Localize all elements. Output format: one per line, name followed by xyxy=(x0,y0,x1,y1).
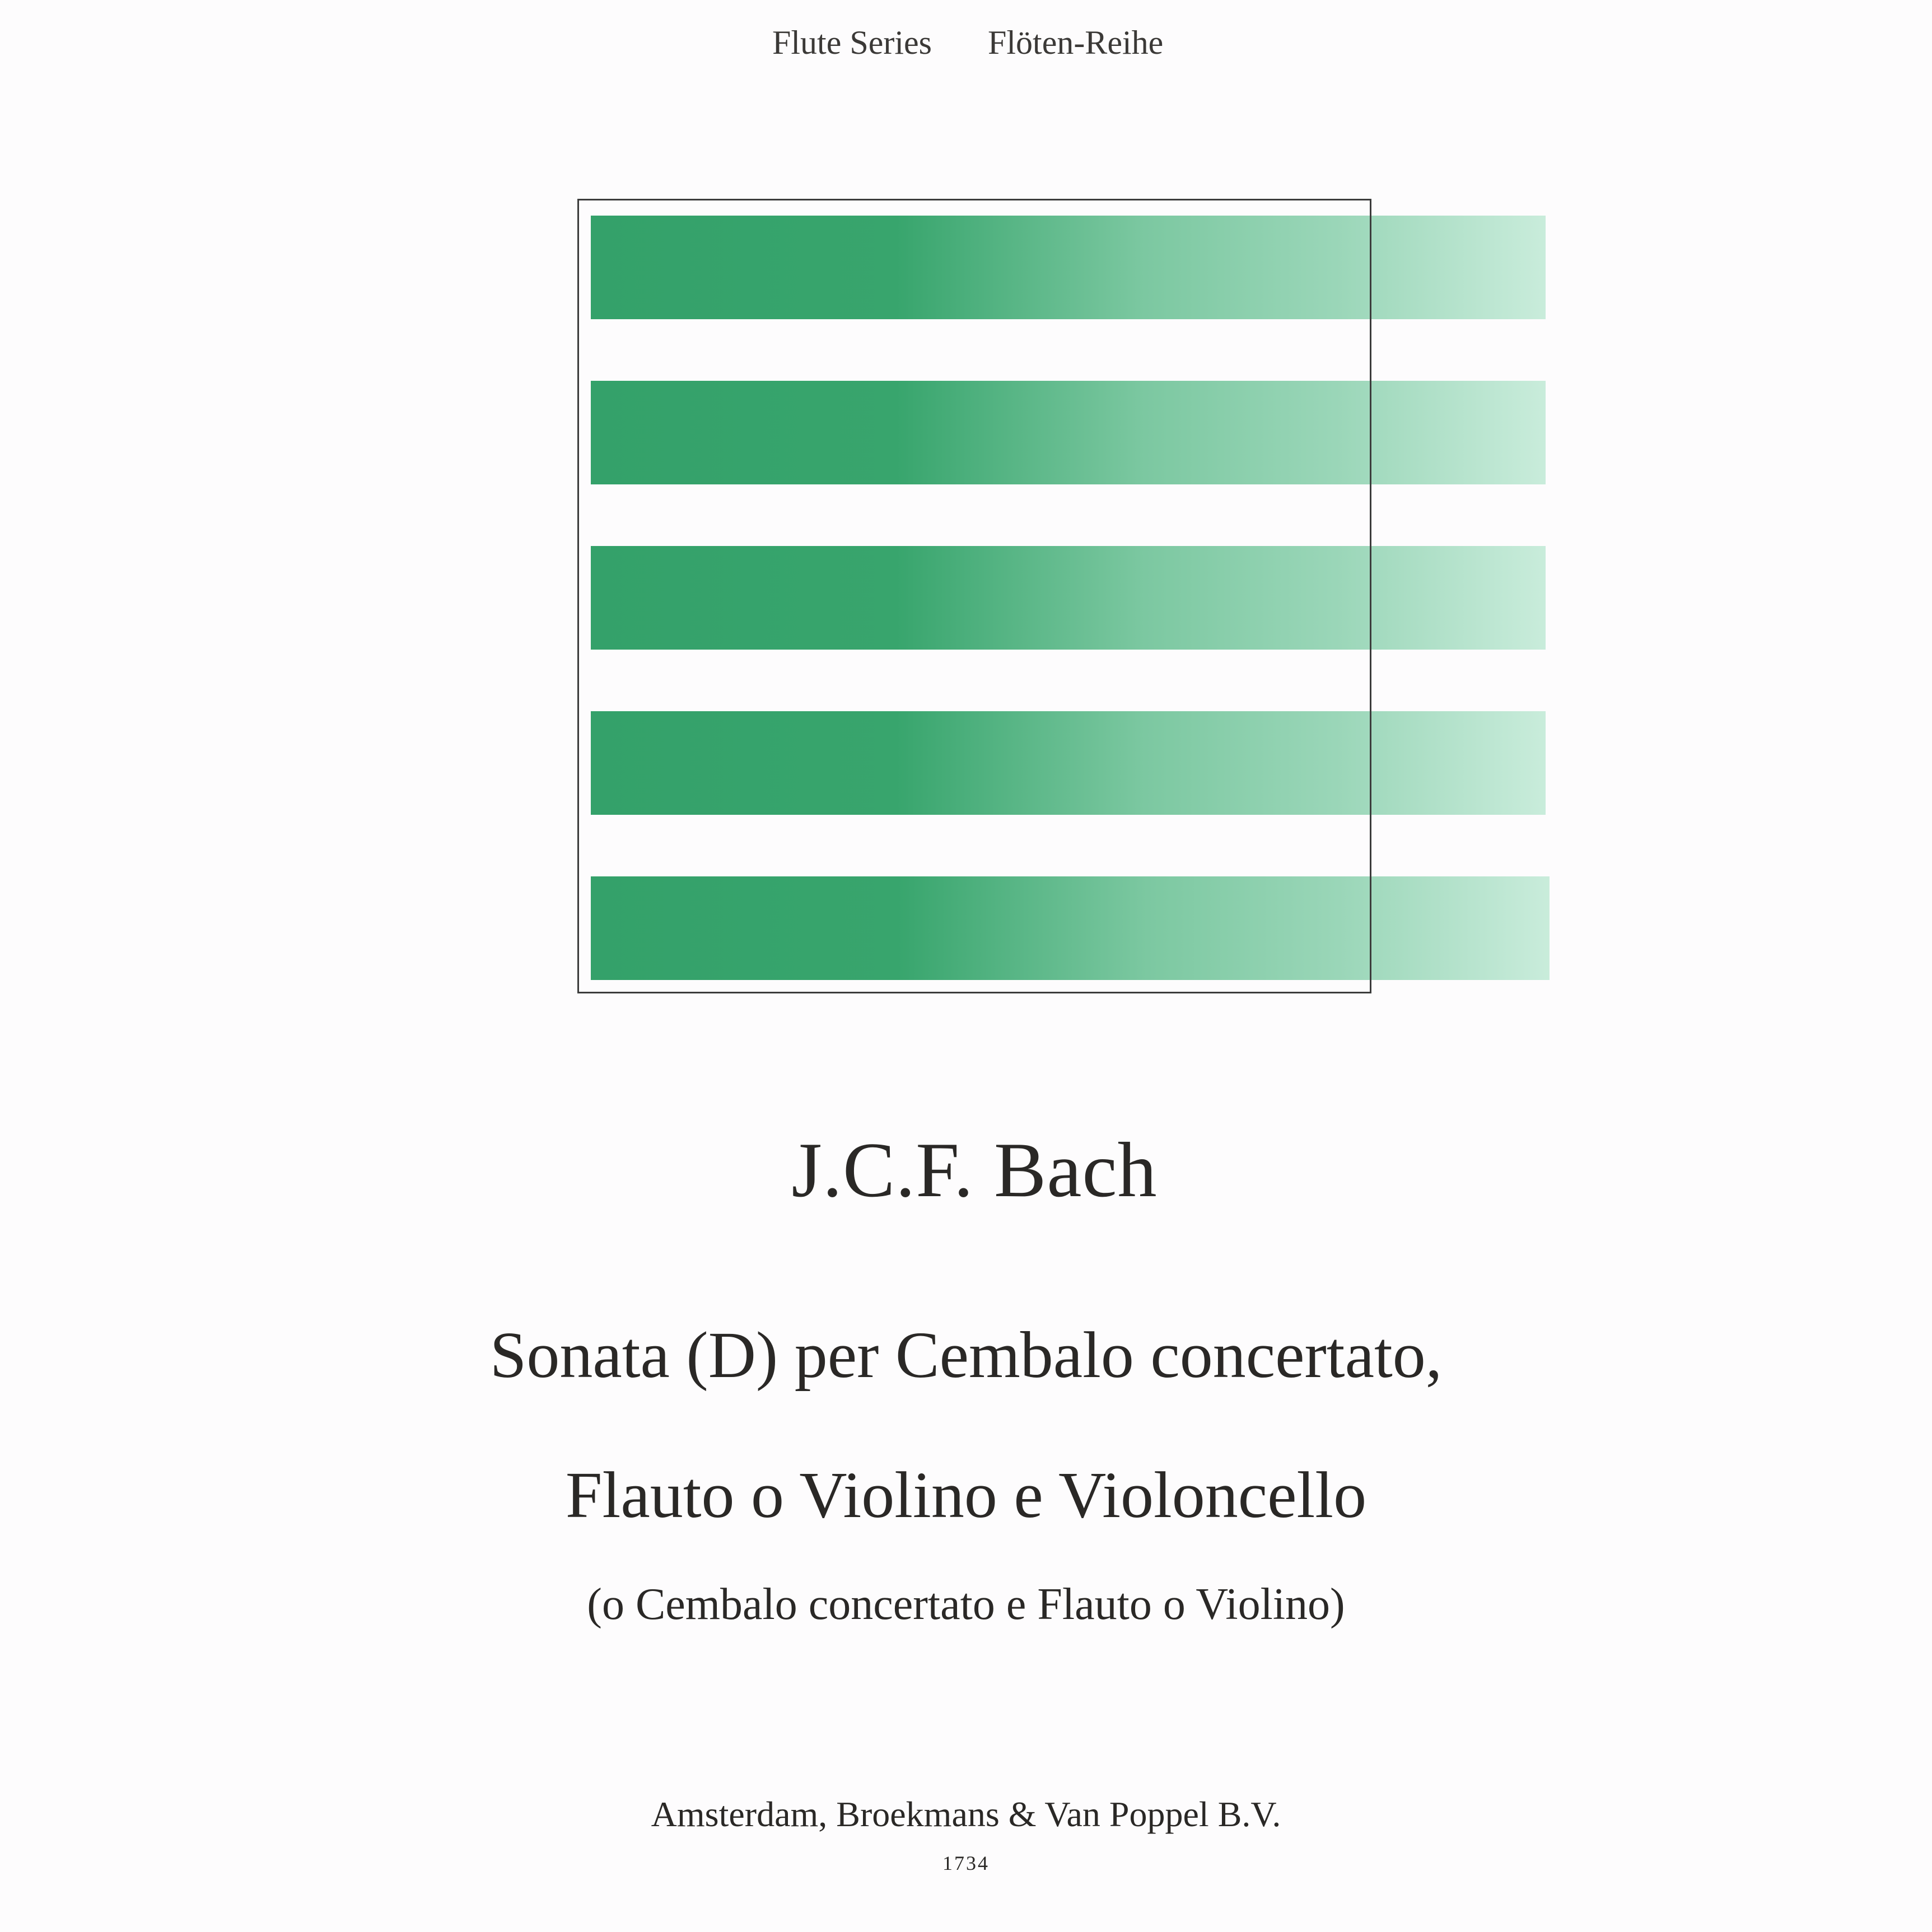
title-line-1: Sonata (D) per Cembalo concertato, xyxy=(489,1318,1443,1392)
subtitle: (o Cembalo concertato e Flauto o Violino) xyxy=(587,1580,1345,1629)
title-line-2: Flauto o Violino e Violoncello xyxy=(565,1458,1367,1532)
series-label-german: Flöten-Reihe xyxy=(987,24,1164,61)
staff-line-4 xyxy=(591,711,1546,815)
catalog-number: 1734 xyxy=(942,1852,990,1874)
staff-line-1 xyxy=(591,216,1546,319)
series-label-english: Flute Series xyxy=(772,24,932,61)
staff-line-3 xyxy=(591,546,1546,650)
publisher-name: Amsterdam, Broekmans & Van Poppel B.V. xyxy=(651,1794,1281,1834)
series-header xyxy=(772,22,1209,63)
staff-line-5 xyxy=(591,876,1550,980)
staff-line-2 xyxy=(591,381,1546,484)
composer-name: J.C.F. Bach xyxy=(791,1127,1158,1214)
